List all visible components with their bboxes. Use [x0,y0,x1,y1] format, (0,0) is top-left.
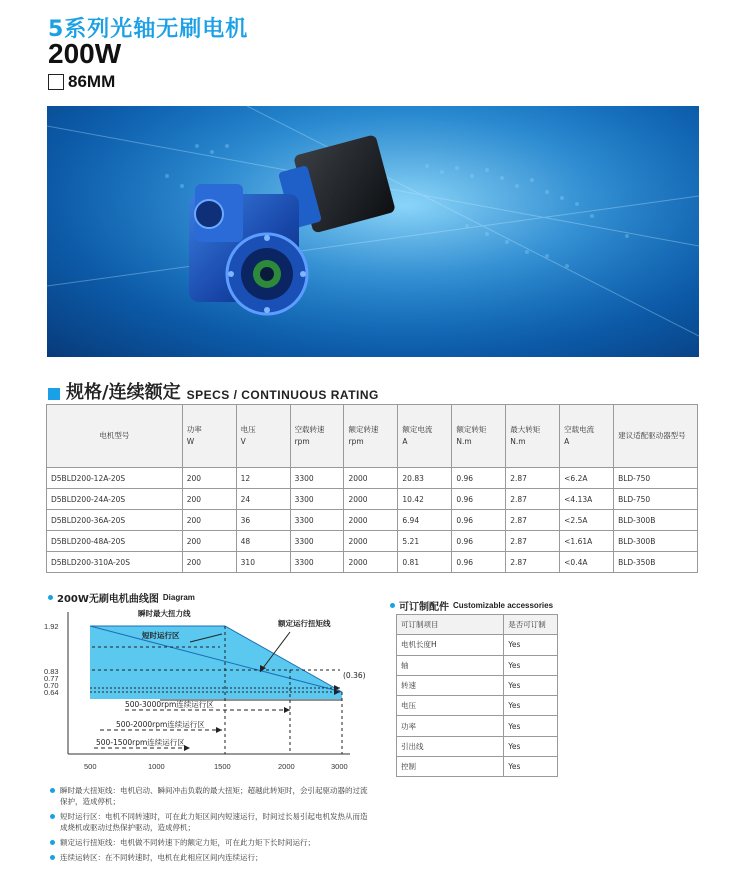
y-tick-label: 1.92 [44,622,59,631]
zone-2000-label: 500-2000rpm连续运行区 [116,720,205,729]
list-item: 电压 Yes [397,696,558,716]
specs-table [46,404,698,573]
zone-3000-label: 500-3000rpm连续运行区 [125,700,214,709]
diagram-notes [50,785,370,867]
y-tick-label: 0.83 [44,667,59,676]
list-item: 控制 Yes [397,757,558,777]
col-rated-current: 额定电流 A [398,405,452,468]
x-tick-label: 2000 [278,762,295,771]
frame-size [48,72,115,92]
col-rated-torque: 额定转矩 N.m [452,405,506,468]
note-item: 额定运行扭矩线：电机做不同转速下的额定力矩，可在此力矩下长时间运行； [50,837,370,848]
x-tick-label: 1500 [214,762,231,771]
list-item: 电机长度H Yes [397,635,558,655]
col-driver: 建议适配驱动器型号 [614,405,698,468]
specs-title-en: SPECS / CONTINUOUS RATING [186,388,379,402]
bullet-icon [50,855,55,860]
frame-size-label: 86MM [68,72,116,91]
short-zone-label: 短时运行区 [142,631,180,640]
col-noload-speed: 空载转速 rpm [290,405,344,468]
table-row: D5BLD200-310A-20S 200 310 3300 2000 0.81 0.96 2.87 <0.4A BLD-350B [47,552,698,573]
table-row: D5BLD200-24A-20S 200 24 3300 2000 10.42 0.96 2.87 <4.13A BLD-750 [47,489,698,510]
x-tick-label: 3000 [331,762,348,771]
col-rated-speed: 额定转速 rpm [344,405,398,468]
bullet-icon [48,595,53,600]
x-tick-label: 1000 [148,762,165,771]
table-row: D5BLD200-48A-20S 200 48 3300 2000 5.21 0.96 2.87 <1.61A BLD-300B [47,531,698,552]
bullet-icon [50,814,55,819]
diagram-title-en: Diagram [162,593,195,602]
accessories-title-cn: 可订制配件 [399,602,449,613]
diagram-title-cn: 200W无刷电机曲线图 [57,594,159,605]
specs-heading [48,378,379,404]
list-item: 转速 Yes [397,675,558,695]
specs-header-row [47,405,698,468]
square-icon [48,74,64,90]
list-item: 轴 Yes [397,655,558,675]
zone-1500-label: 500-1500rpm连续运行区 [96,738,185,747]
max-torque-label: 瞬时最大扭力线 [138,609,191,618]
rated-torque-label: 额定运行扭矩线 [278,619,331,628]
table-row: D5BLD200-36A-20S 200 36 3300 2000 6.94 0.96 2.87 <2.5A BLD-300B [47,510,698,531]
heading-marker-icon [48,388,60,400]
accessories-title-en: Customizable accessories [453,601,554,610]
page-title: 5系列光轴无刷电机 [48,17,249,42]
y-tick-label: 0.70 [44,681,59,690]
diagram-heading [48,590,195,605]
accessories-heading [390,598,553,613]
accessories-header-row: 可订制项目 是否可订制 [397,615,558,635]
bullet-icon [50,840,55,845]
table-row: D5BLD200-12A-20S 200 12 3300 2000 20.83 0.96 2.87 <6.2A BLD-750 [47,468,698,489]
list-item: 引出线 Yes [397,736,558,756]
col-voltage: 电压 V [236,405,290,468]
note-item: 连续运转区：在不同转速时，电机在此相应区间内连续运行； [50,852,370,863]
y-tick-label: 0.64 [44,688,59,697]
torque-curve-diagram [40,604,375,776]
note-item: 短时运行区：电机不同转速时，可在此力矩区间内短速运行，时间过长易引起电机发热从而造成烧机或驱动过热保护驱动，造成停机； [50,811,370,833]
motor-gearbox-image [47,106,699,357]
col-model: 电机型号 [47,405,183,468]
col-power: 功率 W [182,405,236,468]
list-item: 功率 Yes [397,716,558,736]
y-tick-label: 0.77 [44,674,59,683]
col-noload-current: 空载电流 A [560,405,614,468]
product-banner [47,106,699,357]
end-value-label: (0.36) [343,671,366,680]
bullet-icon [50,788,55,793]
accessories-table [396,614,558,777]
col-max-torque: 最大转矩 N.m [506,405,560,468]
specs-title-cn: 规格/连续额定 [66,382,181,403]
x-tick-label: 500 [84,762,97,771]
bullet-icon [390,603,395,608]
power-rating: 200W [48,38,122,69]
note-item: 瞬时最大扭矩线：电机启动、瞬间冲击负载的最大扭矩；超越此转矩时，会引起驱动器的过流保护，造成停机； [50,785,370,807]
